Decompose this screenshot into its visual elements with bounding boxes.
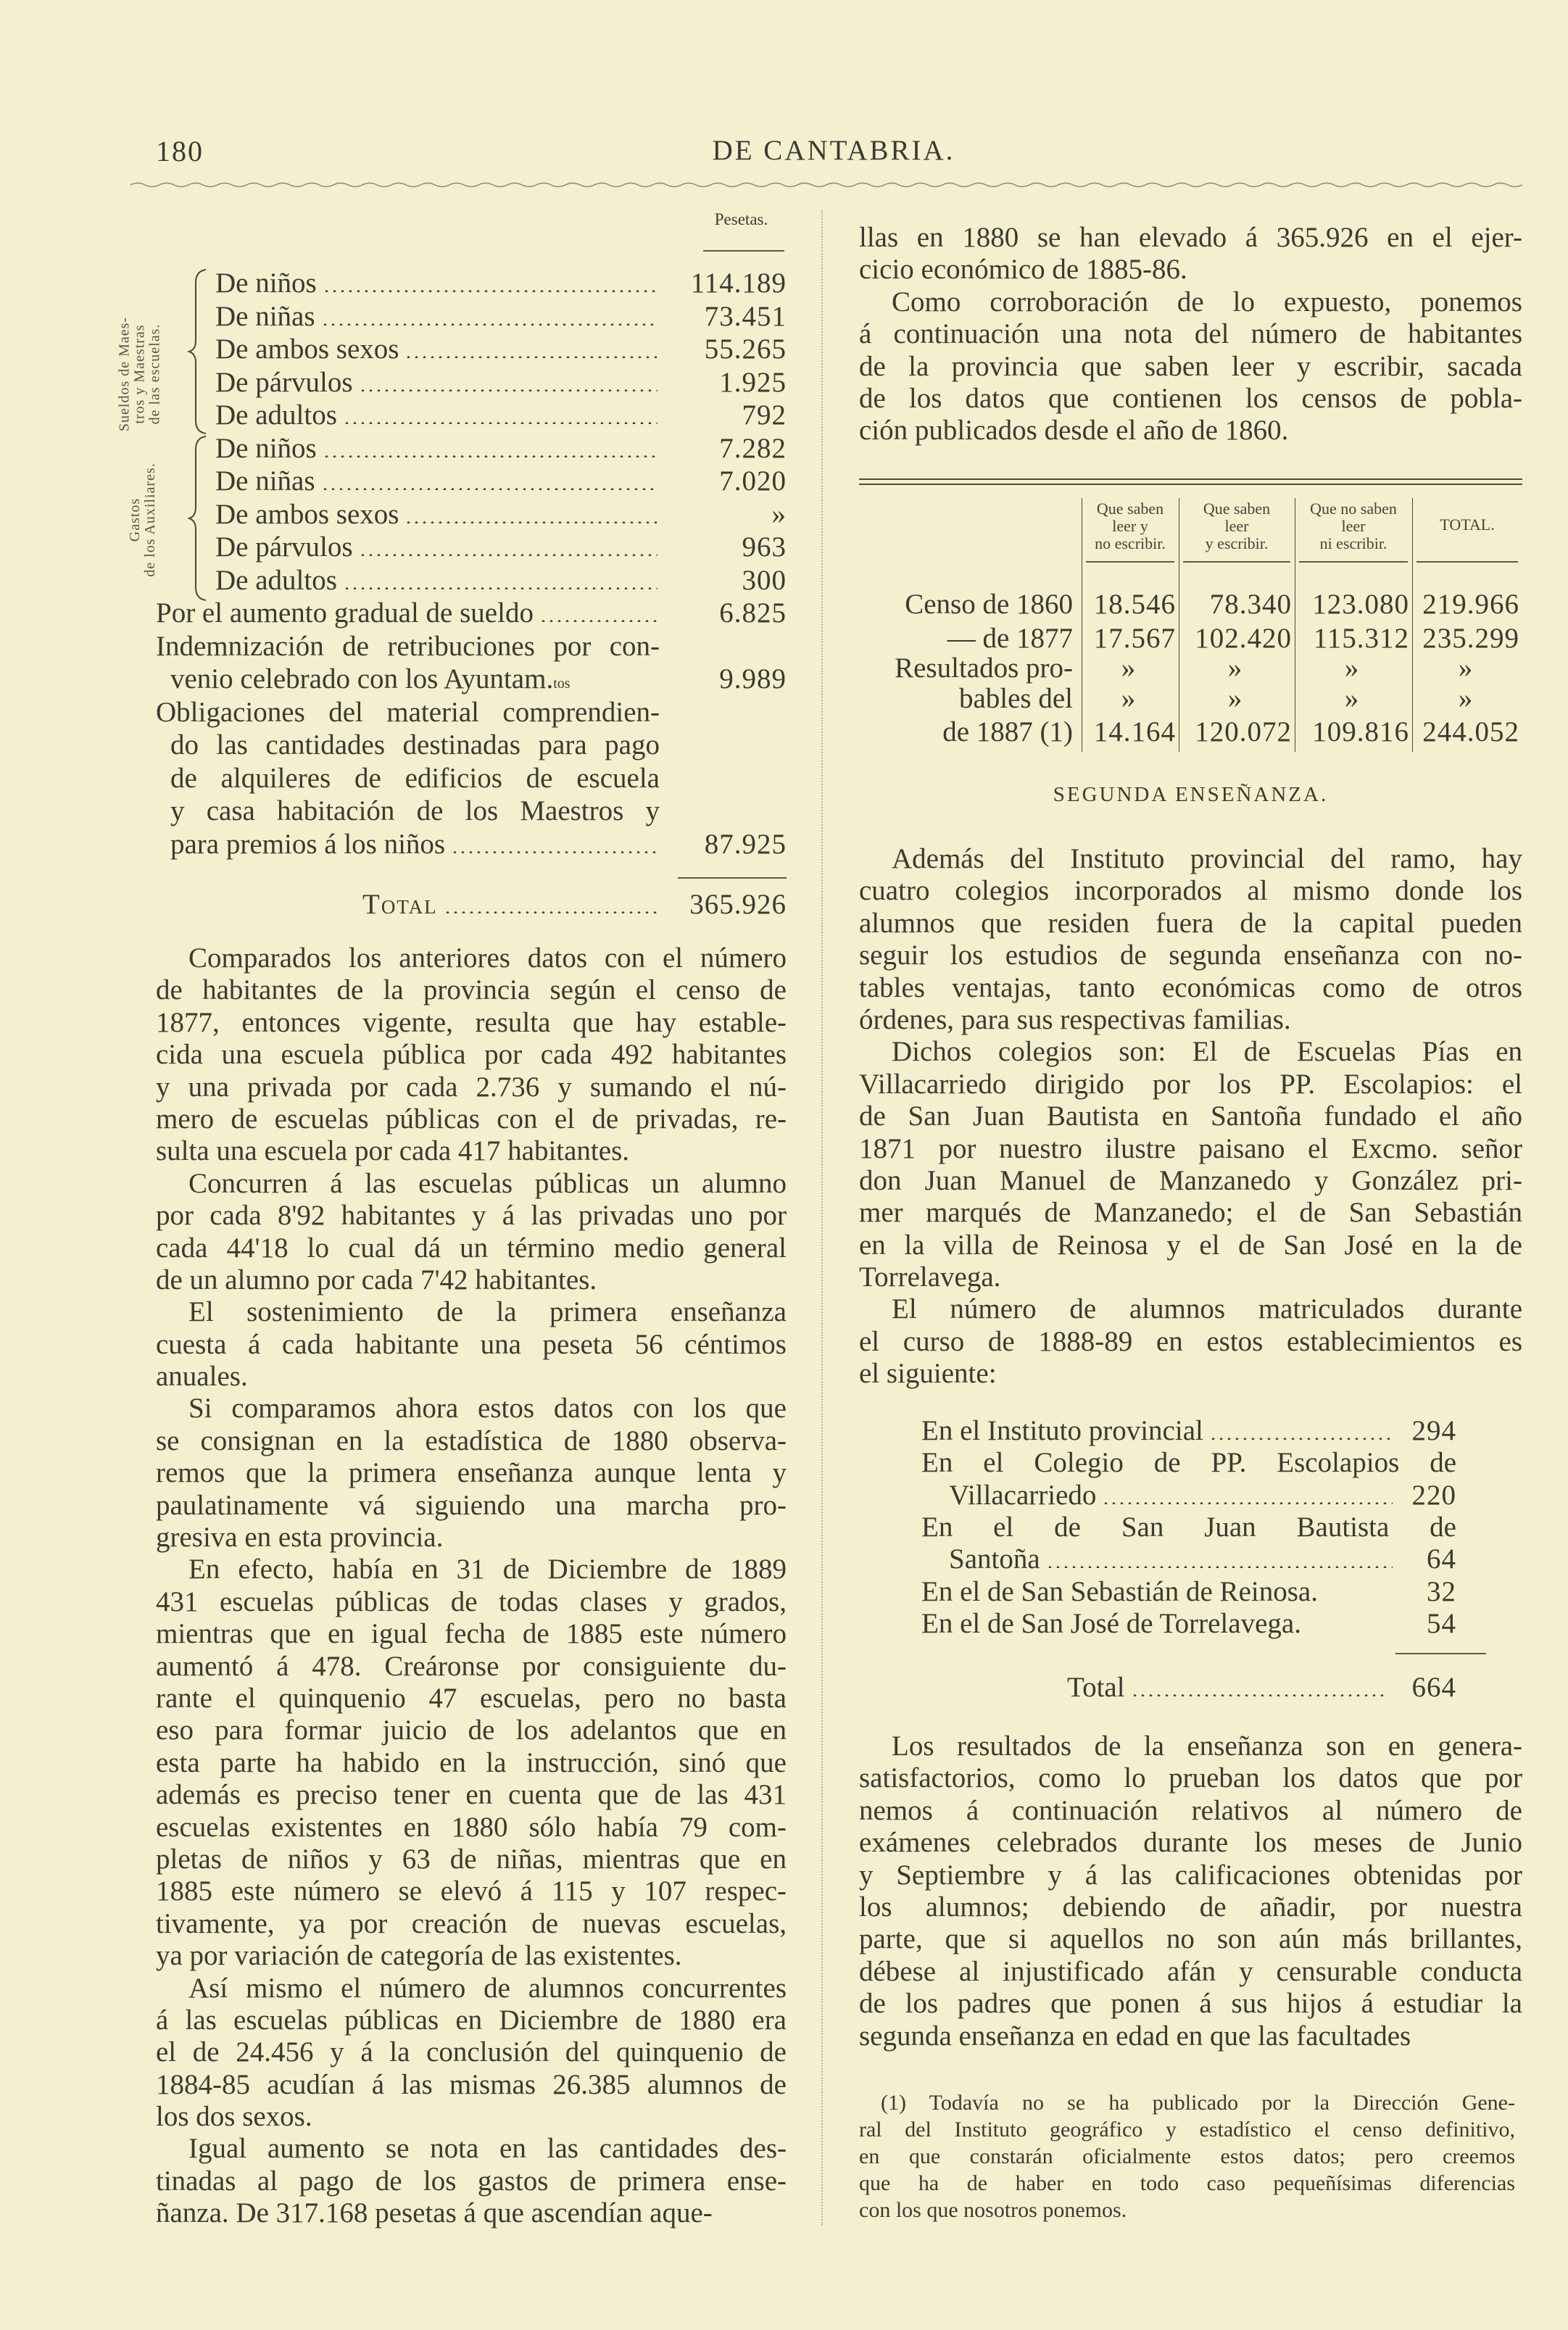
total-rule [678,877,787,879]
text-line: cuesta á cada habitante una peseta 56 céntimos [156,1328,787,1360]
column-divider [821,210,823,2226]
column-header [1412,516,1522,534]
page-header [0,134,1568,178]
text-line: órdenes, para sus respectivas familias. [859,1003,1291,1035]
dot-leader [451,846,658,853]
text-line: Además del Instituto provincial del ramo, hay [892,843,1522,874]
row-label: De ambos sexos [215,333,399,365]
text-line: de un alumno por cada 7'42 habitantes. [156,1264,597,1295]
row-value: 55.265 [704,333,787,365]
census-cell: 18.546 [1093,589,1176,620]
row-value: 9.989 [719,663,787,695]
pesetas-label: Pesetas. [714,210,768,228]
column-header-line: Que saben [1096,499,1164,518]
text-line: seguir los estudios de segunda enseñanza con no- [859,940,1522,971]
right-body-text-2 [859,843,1522,1390]
page-number: 180 [156,135,204,167]
right-body-text-3 [859,1730,1522,2052]
text-line: Torrelavega. [859,1261,1001,1293]
enrollment-total-rule [1395,1653,1486,1654]
text-line: en la villa de Reinosa y el de San José en la de [859,1229,1522,1261]
text-line: el curso de 1888-89 en estos establecimientos es [859,1325,1522,1357]
dot-leader [405,516,658,523]
pesetas-rule [703,250,784,252]
text-line: á continuación una nota del número de habitantes [859,318,1522,350]
header-rule [130,181,1530,188]
enrollment-total-value: 664 [1411,1672,1456,1703]
row-value: 6.825 [719,597,787,629]
row-value: 54 [1427,1607,1456,1639]
census-table-top-rule [859,478,1522,485]
enrollment-row [921,1576,1456,1608]
text-line: alumnos que residen fuera de la capital pueden [859,907,1522,939]
text-line: pletas de niños y 63 de niñas, mientras que en [156,1843,787,1875]
text-line: parte, que si aquellos no son aún más brillantes, [859,1923,1522,1955]
row-label: De niños [215,432,317,464]
text-line: Igual aumento se nota en las cantidades des- [188,2133,787,2165]
row-value: 963 [742,531,787,563]
census-cell: 219.966 [1422,589,1519,620]
text-line: El número de alumnos matriculados durante [892,1293,1522,1325]
census-cell: » [1458,652,1474,684]
header-rule [1299,561,1408,563]
budget-row [156,498,787,531]
budget-table [156,267,787,861]
footnote [859,2089,1515,2223]
section-title: SEGUNDA ENSEÑANZA. [1053,783,1329,806]
text-line: de los datos que contienen los censos de pobla- [859,382,1522,414]
text-line: En efecto, había en 31 de Diciembre de 1889 [188,1554,787,1585]
row-value: 220 [1411,1479,1456,1511]
text-line: Como corroboración de lo expuesto, ponemos [892,286,1522,318]
enrollment-row-line: En el Colegio de PP. Escolapios de [921,1447,1456,1479]
text-line: Comparados los anteriores datos con el número [188,942,787,974]
column-header-line: leer y [1112,517,1148,535]
row-label: Obligaciones del material comprendien- [156,696,660,728]
census-cell: 109.816 [1312,716,1409,747]
row-value: 87.925 [704,828,787,860]
text-line: el siguiente: [859,1358,997,1390]
text-line: Concurren á las escuelas públicas un alumno [188,1167,787,1199]
text-line: cada 44'18 lo cual dá un término medio general [156,1232,787,1264]
budget-row [156,366,787,399]
row-label: En el de San Sebastián de Reinosa. [921,1575,1318,1607]
census-cell: 120.072 [1195,716,1292,747]
dot-leader [323,285,658,292]
column-header [1295,500,1412,552]
text-line: mer marqués de Manzanedo; el de San Sebastián [859,1197,1522,1229]
row-label: do las cantidades destinadas para pago [170,729,660,760]
budget-row [156,300,787,333]
group-label-line: Sueldos de Maes- [116,316,133,432]
dot-leader [343,582,658,589]
row-label: venio celebrado con los Ayuntam. [170,663,554,695]
enrollment-row [921,1608,1456,1640]
column-header-line: Que no saben [1310,499,1397,518]
census-cell: 244.052 [1422,716,1519,747]
text-line: que ha de haber en todo caso pequeñísimas diferencias [859,2171,1515,2195]
row-value: 32 [1427,1575,1456,1607]
budget-row [156,333,787,366]
census-cell: 102.420 [1195,623,1292,654]
row-label: Indemnización de retribuciones por con- [156,630,660,662]
row-value: 300 [742,564,787,596]
row-value: 114.189 [690,268,787,299]
text-line: eso para formar juicio de los adelantos que en [156,1715,787,1746]
dot-leader [539,615,658,622]
census-cell: 115.312 [1313,623,1409,654]
enrollment-row [921,1415,1456,1447]
column-header-line: ni escribir. [1319,534,1387,552]
row-label: De adultos [215,399,337,431]
header-rule [1183,561,1290,563]
budget-total-value: 365.926 [689,889,787,920]
budget-row [156,663,787,696]
group-label-line: de las escuelas. [146,323,163,425]
dot-leader [359,384,658,391]
row-label: En el de San José de Torrelavega. [921,1607,1301,1639]
column-header-line: leer [1224,517,1249,535]
dot-leader [405,351,658,358]
census-cell: » [1227,683,1243,714]
column-header [1179,500,1295,552]
row-label: De adultos [215,564,337,596]
dot-leader [1209,1433,1393,1440]
text-line: Villacarriedo dirigido por los PP. Escolapios: el [859,1068,1522,1100]
text-line: cuatro colegios incorporados al mismo donde los [859,875,1522,907]
row-label: De niñas [215,300,315,332]
running-title: DE CANTABRIA. [712,135,955,166]
text-line: exámenes celebrados durante los meses de Junio [859,1827,1522,1859]
text-line: gresiva en esta provincia. [156,1522,444,1554]
budget-row [156,267,787,300]
text-line: satisfactorios, como lo prueban los datos que por [859,1762,1522,1794]
row-label: Por el aumento gradual de sueldo [156,597,534,629]
dot-leader [343,417,658,424]
text-line: 1871 por nuestro ilustre paisano el Excmo. señor [859,1132,1522,1164]
dot-leader [321,318,658,326]
row-label: De párvulos [215,531,353,563]
census-cell: » [1344,683,1360,714]
text-line: de los padres que ponen á sus hijos á estudiar la [859,1988,1522,2020]
budget-total-row [362,888,787,921]
enrollment-list [921,1415,1456,1640]
text-line: ya por variación de categoría de las existentes. [156,1940,682,1972]
text-line: aumentó á 478. Creáronse por consiguiente du- [156,1650,787,1682]
budget-row [156,828,787,861]
census-cell: 78.340 [1209,589,1292,620]
column-header [1082,500,1179,552]
dot-leader [321,483,658,490]
text-line: 1884-85 acudían á las mismas 26.385 alumnos de [156,2068,787,2100]
text-line: El sostenimiento de la primera enseñanza [188,1296,787,1328]
left-body-text [156,942,787,2230]
right-body-text-1 [859,222,1522,447]
text-line: anuales. [156,1361,248,1393]
budget-row-line [156,795,787,828]
text-line: mientras que en igual fecha de 1885 este número [156,1618,787,1650]
row-value: 294 [1411,1415,1456,1446]
text-line: cida una escuela pública por cada 492 habitantes [156,1039,787,1071]
dot-leader [444,906,658,913]
enrollment-row [921,1480,1456,1512]
column-header-line: y escribir. [1205,534,1269,552]
group-label-gastos [128,451,159,589]
text-line: de habitantes de la provincia según el censo de [156,974,787,1006]
budget-row-line [156,630,787,663]
census-cell: » [1458,683,1474,714]
budget-row-line [156,729,787,762]
census-row-label: — de 1877 [947,623,1073,654]
column-header-line: Que saben [1203,499,1271,518]
budget-row [156,399,787,432]
text-line: cicio económico de 1885-86. [859,254,1187,286]
text-line: los dos sexos. [156,2101,312,2133]
row-value: 7.282 [719,432,787,464]
census-row-label: Resultados pro- [895,652,1073,684]
census-row-label: bables del [958,683,1073,714]
row-label: de alquileres de edificios de escuela [170,762,660,794]
row-label: Villacarriedo [949,1479,1097,1511]
text-line: tables ventajas, tanto económicas como de otros [859,971,1522,1003]
text-line: llas en 1880 se han elevado á 365.926 en el ejer- [859,222,1522,253]
row-value: 64 [1427,1543,1456,1575]
dot-leader [1307,1625,1393,1633]
census-cell: » [1344,652,1360,684]
text-line: de la provincia que saben leer y escribir, sacada [859,350,1522,382]
dot-leader [1046,1561,1393,1568]
text-line: Si comparamos ahora estos datos con los que [188,1393,787,1425]
text-line: y una privada por cada 2.736 y sumando el nú- [156,1071,787,1103]
text-line: ral del Instituto geográfico y estadístico el censo definitivo, [859,2118,1515,2142]
row-label: Santoña [949,1543,1040,1575]
budget-row [156,597,787,630]
enrollment-total-label: Total [1067,1672,1125,1703]
text-line: por cada 8'92 habitantes y á las privadas uno por [156,1200,787,1232]
budget-row [156,465,787,498]
text-line: remos que la primera enseñanza aunque lenta y [156,1457,787,1489]
row-value: 792 [742,399,787,431]
text-line: débese al injustificado afán y censurable conducta [859,1955,1522,1987]
text-line: además es preciso tener en cuenta que de las 431 [156,1779,787,1811]
dot-leader [1131,1689,1385,1696]
census-row-label: Censo de 1860 [905,589,1073,620]
text-line: ñanza. De 317.168 pesetas á que ascendían aque- [156,2197,713,2229]
column-header-line: TOTAL. [1440,515,1495,534]
census-cell: » [1121,652,1137,684]
census-cell: » [1227,652,1243,684]
text-line: los alumnos; debiendo de añadir, por nuestra [859,1891,1522,1923]
census-cell: » [1121,683,1137,714]
row-label: En el Instituto provincial [921,1415,1203,1446]
row-value: 73.451 [704,300,787,332]
text-line: y Septiembre y á las calificaciones obtenidas por [859,1859,1522,1891]
dot-leader [1324,1593,1393,1601]
budget-row [156,432,787,465]
census-row-label: de 1887 (1) [942,716,1073,747]
column-header-line: no escribir. [1095,534,1166,552]
text-line: Dichos colegios son: El de Escuelas Pías en [892,1036,1522,1068]
text-line: paulatinamente vá siguiendo una marcha pro- [156,1489,787,1521]
column-header-line: leer [1341,517,1366,535]
budget-row-line [156,696,787,729]
census-cell: 17.567 [1093,623,1176,654]
row-value: » [771,498,787,530]
header-rule [1086,561,1174,563]
row-label: De párvulos [215,366,353,398]
text-line: de San Juan Bautista en Santoña fundado el año [859,1100,1522,1132]
row-label: y casa habitación de los Maestros y [170,795,660,826]
group-label-line: tros y Maestras [131,324,148,424]
census-table [859,487,1522,755]
census-cell: 235.299 [1422,623,1519,654]
text-line: tivamente, ya por creación de nuevas escuelas, [156,1907,787,1939]
text-line: sulta una escuela por cada 417 habitantes. [156,1135,630,1167]
text-line: tinadas al pago de los gastos de primera ense- [156,2165,787,2197]
group-label-line: Gastos [127,497,143,542]
text-line: esta parte ha habido en la instrucción, sinó que [156,1746,787,1778]
census-cell: 123.080 [1312,589,1409,620]
text-line: Así mismo el número de alumnos concurrentes [188,1972,787,2004]
budget-total-label: Total [362,889,438,920]
text-line: rante el quinquenio 47 escuelas, pero no basta [156,1682,787,1714]
budget-row [156,531,787,564]
row-label: para premios á los niños [170,828,446,860]
budget-row [156,564,787,597]
budget-row-line [156,762,787,795]
text-line: escuelas existentes en 1880 sólo había 79 com- [156,1811,787,1843]
text-line: 431 escuelas públicas de todas clases y grados, [156,1585,787,1617]
row-value: 7.020 [719,465,787,497]
dot-leader [576,681,658,688]
text-line: nemos á continuación relativos al número de [859,1794,1522,1826]
row-value: 1.925 [719,366,787,398]
text-line: don Juan Manuel de Manzanedo y González pri- [859,1164,1522,1196]
text-line: 1885 este número se elevó á 115 y 107 respec- [156,1875,787,1907]
group-label-line: de los Auxiliares. [142,463,158,577]
dot-leader [1102,1497,1393,1504]
header-rule [1416,561,1518,563]
text-line: en que constarán oficialmente estos datos; pero creemos [859,2144,1515,2168]
row-label: De niños [215,268,317,299]
row-label: De niñas [215,465,315,497]
enrollment-total-row [1067,1671,1456,1704]
row-label-superscript: tos [553,676,571,692]
dot-leader [359,549,658,556]
census-cell: 14.164 [1093,716,1176,747]
text-line: con los que nosotros ponemos. [859,2198,1127,2222]
text-line: 1877, entonces vigente, resulta que hay estable- [156,1006,787,1038]
text-line: á las escuelas públicas en Diciembre de 1880 era [156,2004,787,2036]
row-label: De ambos sexos [215,498,399,530]
text-line: segunda enseñanza en edad en que las facultades [859,2020,1411,2052]
text-line: el de 24.456 y á la conclusión del quinquenio de [156,2036,787,2068]
text-line: (1) Todavía no se ha publicado por la Dirección Gene- [881,2091,1515,2115]
text-line: Los resultados de la enseñanza son en genera- [892,1730,1522,1762]
dot-leader [323,450,658,457]
text-line: ción publicados desde el año de 1860. [859,415,1289,447]
enrollment-row-line: En el de San Juan Bautista de [921,1511,1456,1543]
text-line: se consignan en la estadística de 1880 observa- [156,1425,787,1456]
text-line: mero de escuelas públicas con el de privadas, re- [156,1103,787,1135]
enrollment-row [921,1543,1456,1575]
